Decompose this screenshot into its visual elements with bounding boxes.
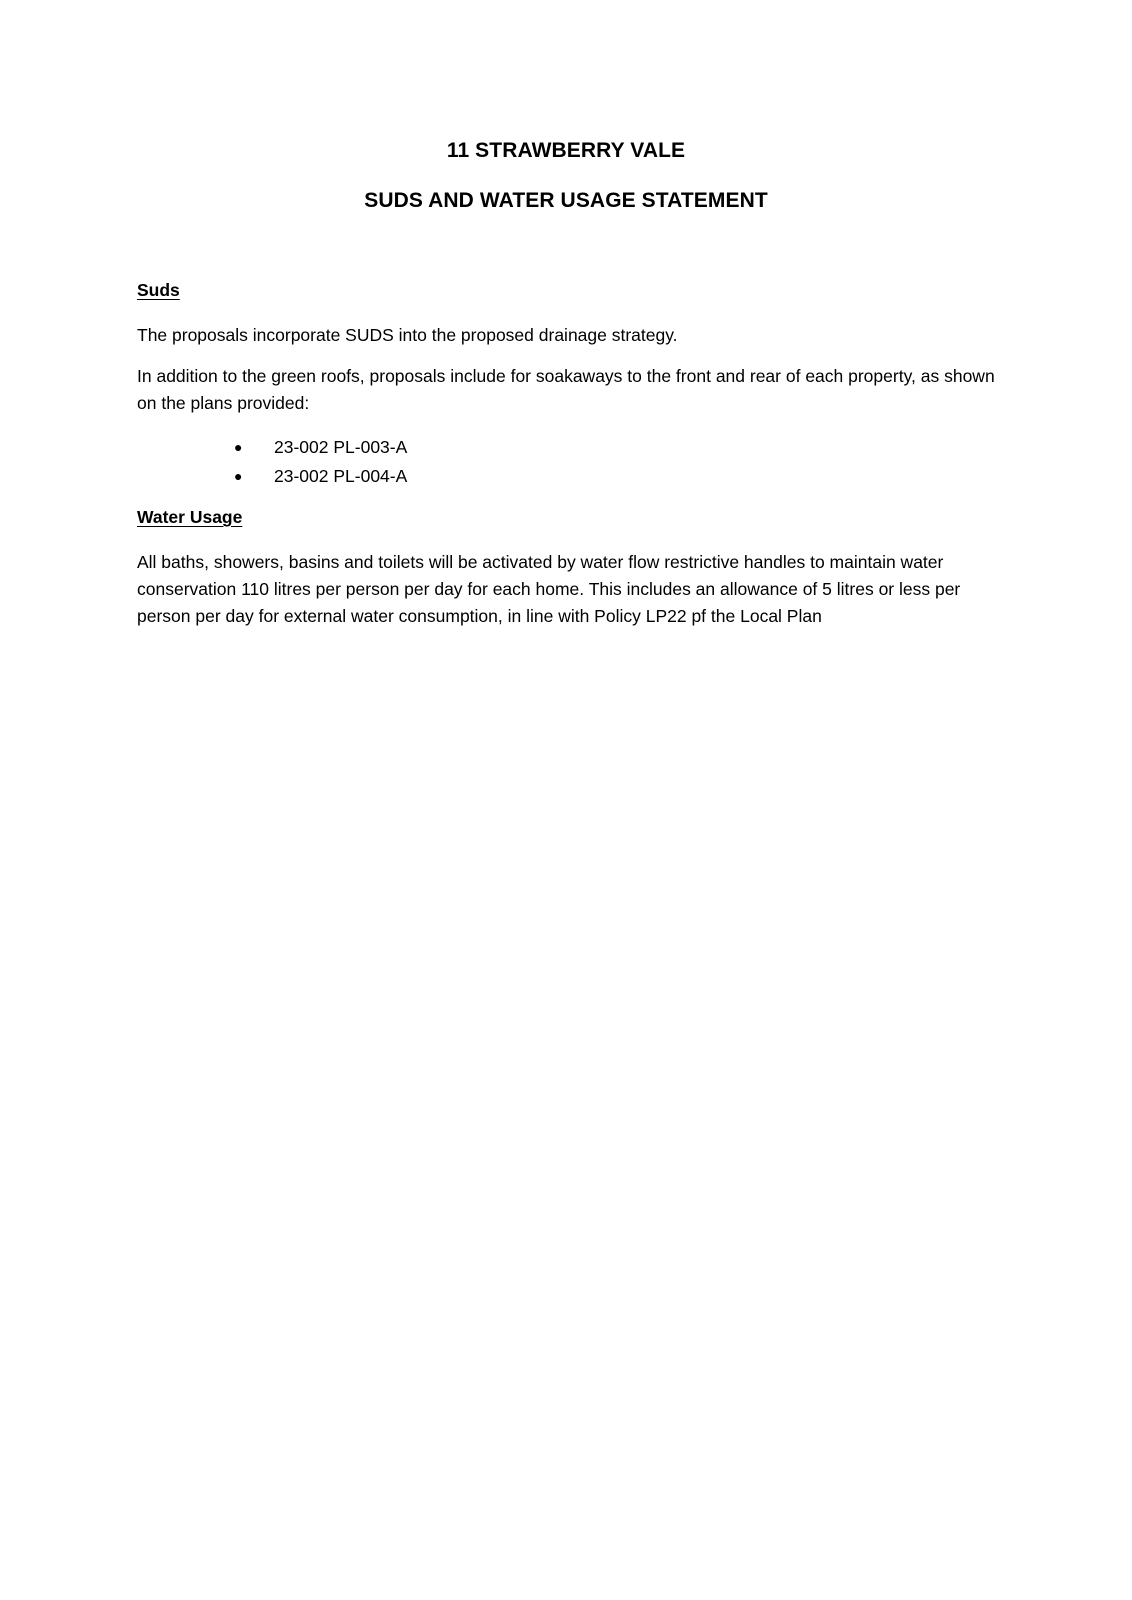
plan-reference: 23-002 PL-004-A — [274, 466, 408, 486]
suds-paragraph-2: In addition to the green roofs, proposals include for soakaways to the front and rear of each property, as shown on the plans provided: — [137, 366, 995, 413]
document-title: 11 STRAWBERRY VALE — [446, 139, 686, 162]
suds-paragraph-1: The proposals incorporate SUDS into the proposed drainage strategy. — [137, 325, 678, 345]
plan-reference: 23-002 PL-003-A — [274, 437, 408, 457]
document-subtitle: SUDS AND WATER USAGE STATEMENT — [364, 189, 768, 212]
bullet-icon: ● — [234, 439, 243, 455]
plans-list — [234, 433, 407, 491]
water-usage-heading: Water Usage — [137, 507, 243, 527]
list-item — [234, 433, 407, 462]
suds-heading: Suds — [137, 280, 180, 300]
list-item — [234, 462, 407, 491]
water-usage-paragraph: All baths, showers, basins and toilets will be activated by water flow restrictive handles to maintain water conservation 110 litres per person per day for each home. This includes an allowance of 5 litres or less per person per day for external water consumption, in line with Policy LP22 pf the Local Plan — [137, 552, 961, 626]
bullet-icon: ● — [234, 468, 243, 484]
